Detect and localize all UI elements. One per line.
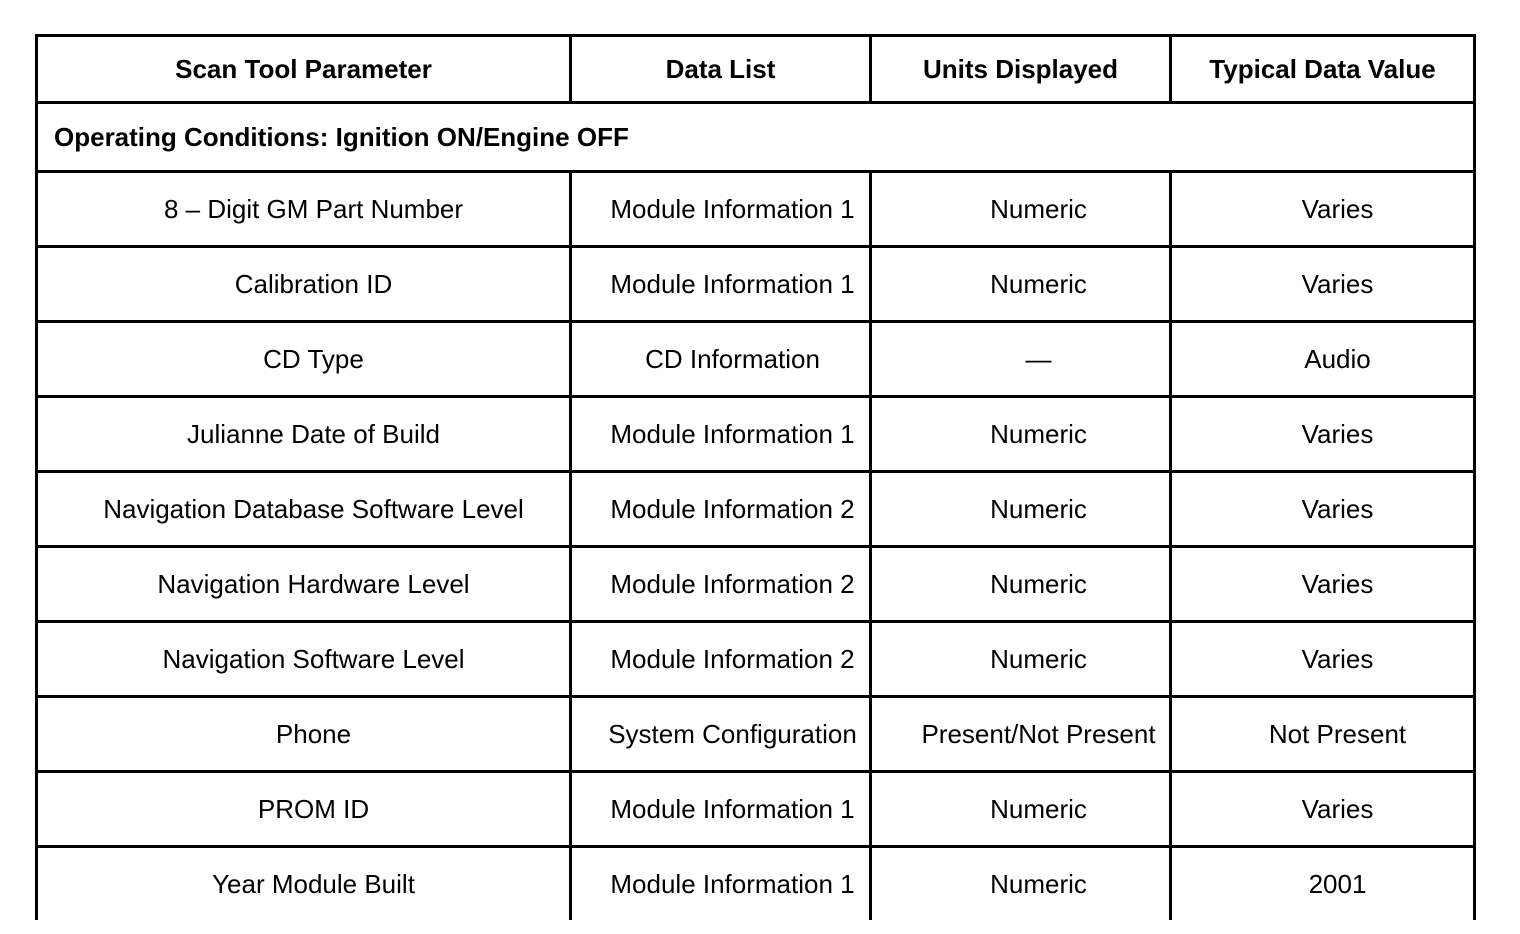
parameter-cell: Calibration ID — [37, 247, 571, 322]
header-row — [37, 36, 1475, 103]
typical-value-cell: Varies — [1171, 622, 1475, 697]
parameter-cell: 8 – Digit GM Part Number — [37, 172, 571, 247]
typical-value-cell: Not Present — [1171, 697, 1475, 772]
parameter-cell: Navigation Software Level — [37, 622, 571, 697]
data-list-cell: System Configuration — [571, 697, 871, 772]
units-cell: Numeric — [871, 622, 1171, 697]
units-cell: Numeric — [871, 547, 1171, 622]
table-row — [37, 697, 1475, 772]
scan-tool-data-table — [35, 34, 1476, 920]
typical-value-cell: Varies — [1171, 772, 1475, 847]
units-cell: Numeric — [871, 172, 1171, 247]
scan-tool-data-table-container — [35, 34, 1473, 920]
data-list-cell: Module Information 1 — [571, 172, 871, 247]
table-row — [37, 772, 1475, 847]
data-list-cell: Module Information 2 — [571, 622, 871, 697]
table-row — [37, 547, 1475, 622]
typical-value-cell: Varies — [1171, 547, 1475, 622]
units-cell: Numeric — [871, 247, 1171, 322]
units-cell: Numeric — [871, 397, 1171, 472]
data-list-cell: Module Information 2 — [571, 547, 871, 622]
data-list-cell: CD Information — [571, 322, 871, 397]
table-row — [37, 247, 1475, 322]
operating-conditions-label: Operating Conditions: Ignition ON/Engine OFF — [37, 103, 1475, 172]
header-typical-data-value: Typical Data Value — [1171, 36, 1475, 103]
data-list-cell: Module Information 1 — [571, 772, 871, 847]
data-list-cell: Module Information 1 — [571, 247, 871, 322]
parameter-cell: CD Type — [37, 322, 571, 397]
data-list-cell: Module Information 1 — [571, 847, 871, 921]
parameter-cell: Navigation Database Software Level — [37, 472, 571, 547]
units-cell: Numeric — [871, 472, 1171, 547]
header-scan-tool-parameter: Scan Tool Parameter — [37, 36, 571, 103]
table-row — [37, 322, 1475, 397]
typical-value-cell: Varies — [1171, 172, 1475, 247]
table-row — [37, 172, 1475, 247]
table-row — [37, 472, 1475, 547]
typical-value-cell: Varies — [1171, 472, 1475, 547]
parameter-cell: Year Module Built — [37, 847, 571, 921]
units-cell: Present/Not Present — [871, 697, 1171, 772]
units-cell: — — [871, 322, 1171, 397]
data-list-cell: Module Information 1 — [571, 397, 871, 472]
table-row — [37, 397, 1475, 472]
typical-value-cell: Varies — [1171, 247, 1475, 322]
typical-value-cell: 2001 — [1171, 847, 1475, 921]
typical-value-cell: Varies — [1171, 397, 1475, 472]
typical-value-cell: Audio — [1171, 322, 1475, 397]
table-row — [37, 622, 1475, 697]
data-list-cell: Module Information 2 — [571, 472, 871, 547]
parameter-cell: Navigation Hardware Level — [37, 547, 571, 622]
operating-conditions-row — [37, 103, 1475, 172]
header-units-displayed: Units Displayed — [871, 36, 1171, 103]
table-row — [37, 847, 1475, 921]
parameter-cell: Phone — [37, 697, 571, 772]
parameter-cell: PROM ID — [37, 772, 571, 847]
units-cell: Numeric — [871, 847, 1171, 921]
parameter-cell: Julianne Date of Build — [37, 397, 571, 472]
units-cell: Numeric — [871, 772, 1171, 847]
header-data-list: Data List — [571, 36, 871, 103]
